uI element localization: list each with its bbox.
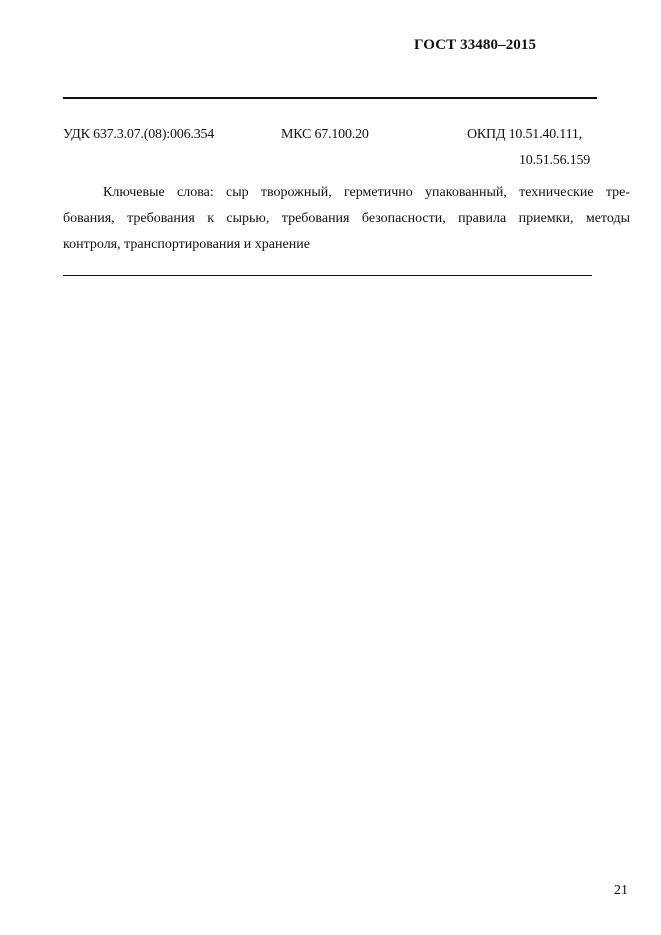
page-number: 21 [614,883,628,898]
keywords-line: контроля, транспортирования и хранение [63,237,310,252]
keywords-line: Ключевые слова: сыр творожный, герметично упакованный, технические тре- [103,185,630,200]
footer-divider [63,275,592,276]
keywords-line: бования, требования к сырью, требования безопасности, правила приемки, методы [63,211,630,226]
header-divider [63,97,597,99]
mks-code: МКС 67.100.20 [281,127,369,142]
keywords-paragraph [63,180,630,258]
document-code: ГОСТ 33480–2015 [414,37,537,53]
udk-code: УДК 637.3.07.(08):006.354 [63,127,215,142]
okpd-code-line-1: ОКПД 10.51.40.111, [467,127,582,142]
okpd-code-line-2: 10.51.56.159 [519,153,591,168]
